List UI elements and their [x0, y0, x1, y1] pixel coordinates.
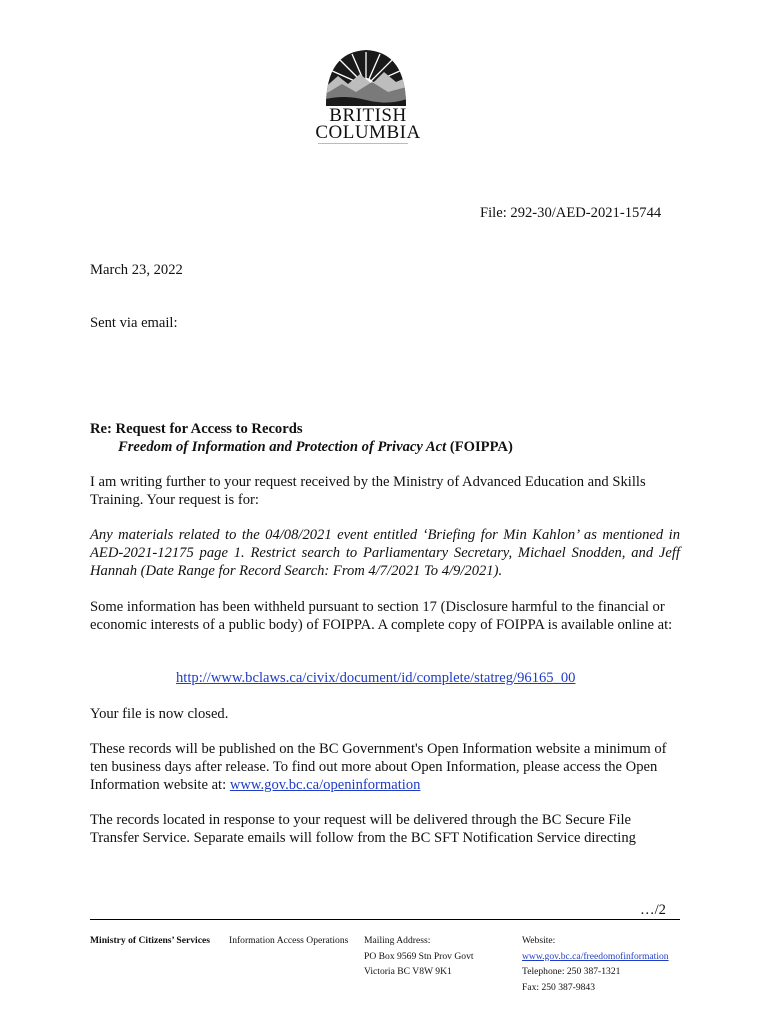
footer-divider [90, 919, 680, 920]
intro-paragraph: I am writing further to your request received by the Ministry of Advanced Education and Skills Training. Your request is for: [90, 474, 646, 508]
request-text: Any materials related to the 04/08/2021 event entitled ‘Briefing for Min Kahlon’ as mentioned in AED-2021-12175 page 1. Restrict search to Parliamentary Secretary, Michael Snodden, and Jeff Hannah (Date Range for Record Search: From 4/7/2021 To 4/9/2021). [90, 527, 680, 579]
mailing-line-2: Victoria BC V8W 9K1 [364, 966, 452, 977]
sent-via: Sent via email: [90, 315, 178, 331]
closed-paragraph: Your file is now closed. [90, 706, 229, 722]
publish-text: These records will be published on the BC Government's Open Information website a minimum of ten business days after release. To find out more about Open Information, please access the Open Information website at: [90, 741, 667, 793]
letterhead-line-2: COLUMBIA [315, 122, 421, 143]
subject-block [90, 420, 690, 456]
letterhead-line-1: BRITISH [329, 105, 407, 126]
freedom-of-information-link[interactable]: www.gov.bc.ca/freedomofinformation [522, 950, 669, 962]
footer-mailing [364, 933, 474, 980]
letter-date: March 23, 2022 [90, 262, 183, 278]
foippa-link[interactable]: http://www.bclaws.ca/civix/document/id/complete/statreg/96165_00 [176, 670, 576, 686]
publish-paragraph [90, 740, 680, 794]
act-line [90, 438, 690, 456]
footer-branch: Information Access Operations [229, 935, 349, 946]
withheld-paragraph: Some information has been withheld pursuant to section 17 (Disclosure harmful to the financial or economic interests of a public body) of FOIPPA. A complete copy of FOIPPA is available online at: [90, 599, 673, 633]
footer-ministry: Ministry of Citizens’ Services [90, 935, 210, 946]
telephone: Telephone: 250 387-1321 [522, 966, 621, 977]
letterhead-divider [318, 143, 408, 144]
website-label: Website: [522, 935, 556, 946]
bc-government-logo-icon [322, 46, 410, 108]
footer-contact [522, 933, 669, 995]
page-continuation: …/2 [640, 902, 666, 918]
delivery-paragraph: The records located in response to your request will be delivered through the BC Secure File Transfer Service. Separate emails will follow from the BC SFT Notification Service directing [90, 812, 636, 846]
subject-line: Re: Request for Access to Records [90, 421, 303, 437]
act-title: Freedom of Information and Protection of Privacy Act [118, 439, 447, 455]
mailing-line-1: PO Box 9569 Stn Prov Govt [364, 950, 474, 962]
mailing-label: Mailing Address: [364, 935, 431, 946]
open-information-link[interactable]: www.gov.bc.ca/openinformation [229, 777, 421, 793]
fax: Fax: 250 387-9843 [522, 981, 596, 993]
act-abbrev: (FOIPPA) [446, 439, 513, 455]
file-reference: File: 292-30/AED-2021-15744 [480, 205, 662, 221]
